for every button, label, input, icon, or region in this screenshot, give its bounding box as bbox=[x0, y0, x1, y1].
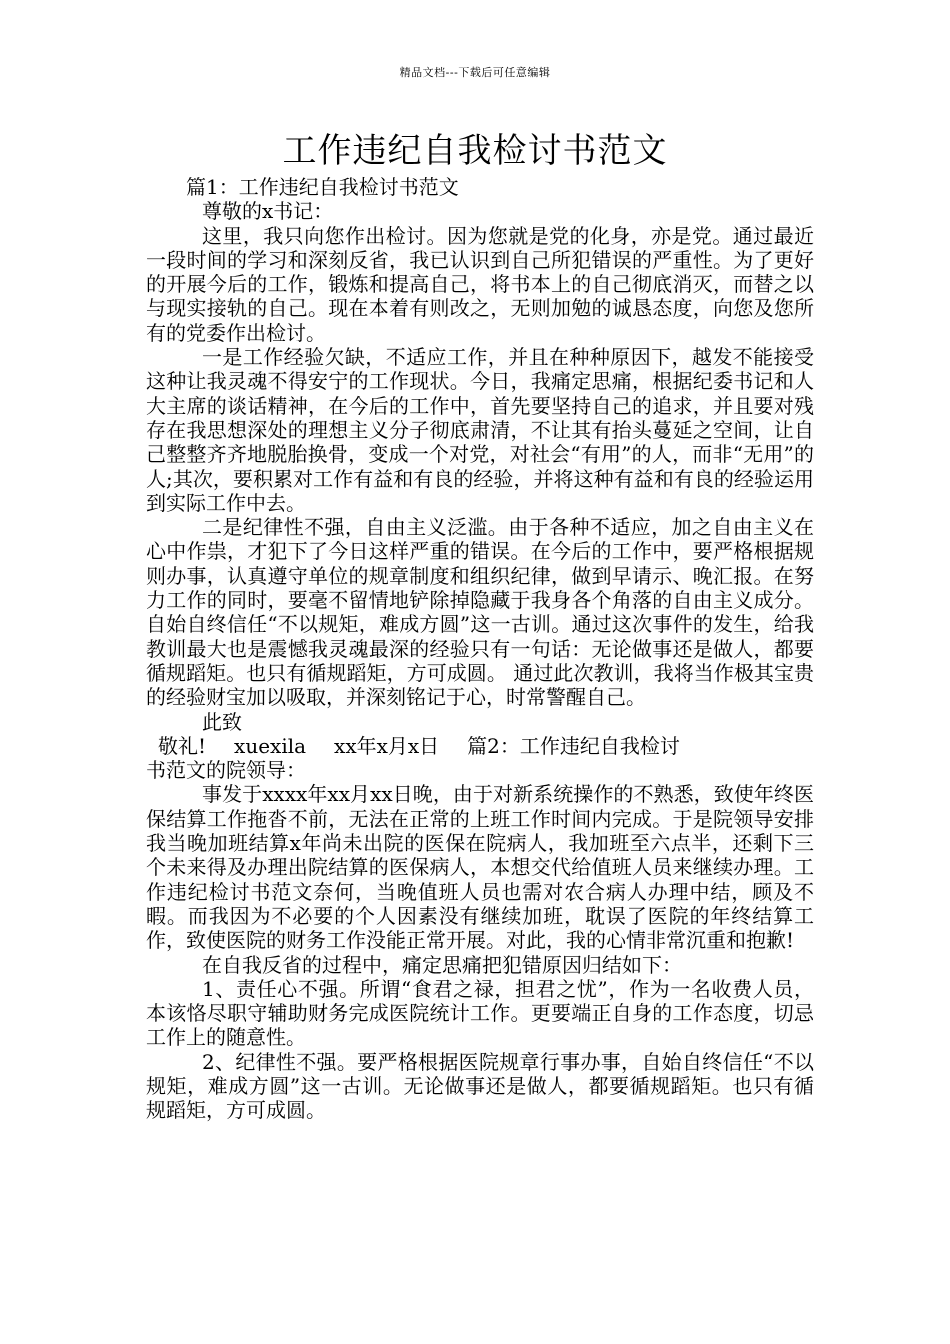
closing-date: xx年x月x日 bbox=[334, 733, 440, 758]
closing-salute: 敬礼! bbox=[158, 733, 207, 758]
section-heading-1: 篇1：工作违纪自我检讨书范文 bbox=[186, 175, 459, 199]
paragraph: 一是工作经验欠缺，不适应工作，并且在种种原因下，越发不能接受这种让我灵魂不得安宁的工作现状。今日，我痛定思痛，根据纪委书记和人大主席的谈话精神，在今后的工作中，首先要坚持自己的追求，并且要对残存在我思想深处的理想主义分子彻底肃清，不让其有抬头蔓延之空间，让自己整整齐齐地脱胎换骨，变成一个对党，对社会“有用”的人，而非“无用”的人;其次，要积累对工作有益和有良的经验，并将这种有益和有良的经验运用到实际工作中去。 bbox=[146, 345, 814, 515]
list-item: 1、责任心不强。所谓“食君之禄，担君之忧”，作为一名收费人员，本该恪尽职守辅助财务完成医院统计工作。更要端正自身的工作态度，切忌工作上的随意性。 bbox=[146, 976, 814, 1050]
header-note: 精品文档---下载后可任意编辑 bbox=[399, 66, 551, 79]
paragraph: 二是纪律性不强，自由主义泛滥。由于各种不适应，加之自由主义在心中作祟，才犯下了今日这样严重的错误。在今后的工作中，要严格根据规则办事，认真遵守单位的规章制度和组织纪律，做到早请示、晚汇报。在努力工作的同时，要毫不留情地铲除掉隐藏于我身各个角落的自由主义成分。自始自终信任“不以规矩，难成方圆”这一古训。通过这次事件的发生，给我教训最大也是震憾我灵魂最深的经验只有一句话：无论做事还是做人，都要循规蹈矩。也只有循规蹈矩，方可成圆。 通过此次教训，我将当作极其宝贵的经验财宝加以吸取，并深刻铭记于心，时常警醒自己。 bbox=[146, 515, 814, 710]
section-heading-2: 篇2：工作违纪自我检讨 bbox=[467, 733, 680, 758]
closing-line bbox=[146, 734, 814, 758]
paragraph: 事发于xxxx年xx月xx日晚，由于对新系统操作的不熟悉，致使年终医保结算工作拖沓不前，无法在正常的上班工作时间内完成。于是院领导安排我当晚加班结算x年尚未出院的医保在院病人，我加班至六点半，还剩下三个未来得及办理出院结算的医保病人，本想交代给值班人员来继续办理。工作违纪检讨书范文奈何，当晚值班人员也需对农合病人办理中结，顾及不暇。而我因为不必要的个人因素没有继续加班，耽误了医院的年终结算工作，致使医院的财务工作没能正常开展。对此，我的心情非常沉重和抱歉! bbox=[146, 782, 814, 953]
list-item: 2、纪律性不强。要严格根据医院规章行事办事，自始自终信任“不以规矩，难成方圆”这一古训。无论做事还是做人，都要循规蹈矩。也只有循规蹈矩，方可成圆。 bbox=[146, 1049, 814, 1123]
document-title: 工作违纪自我检讨书范文 bbox=[282, 131, 668, 171]
closing-phrase: 此致 bbox=[202, 709, 242, 734]
document-body bbox=[146, 175, 814, 1123]
closing-signer: xuexila bbox=[234, 733, 307, 758]
section-heading-2-continued: 书范文的院领导： bbox=[146, 758, 306, 783]
paragraph: 在自我反省的过程中，痛定思痛把犯错原因归结如下： bbox=[202, 952, 682, 977]
paragraph: 这里，我只向您作出检讨。因为您就是党的化身，亦是党。通过最近一段时间的学习和深刻反省，我已认识到自己所犯错误的严重性。为了更好的开展今后的工作，锻炼和提高自己，将书本上的自己彻底消灭，而替之以与现实接轨的自己。现在本着有则改之，无则加勉的诚恳态度，向您及您所有的党委作出检讨。 bbox=[146, 223, 814, 345]
salutation: 尊敬的x书记： bbox=[202, 199, 334, 224]
